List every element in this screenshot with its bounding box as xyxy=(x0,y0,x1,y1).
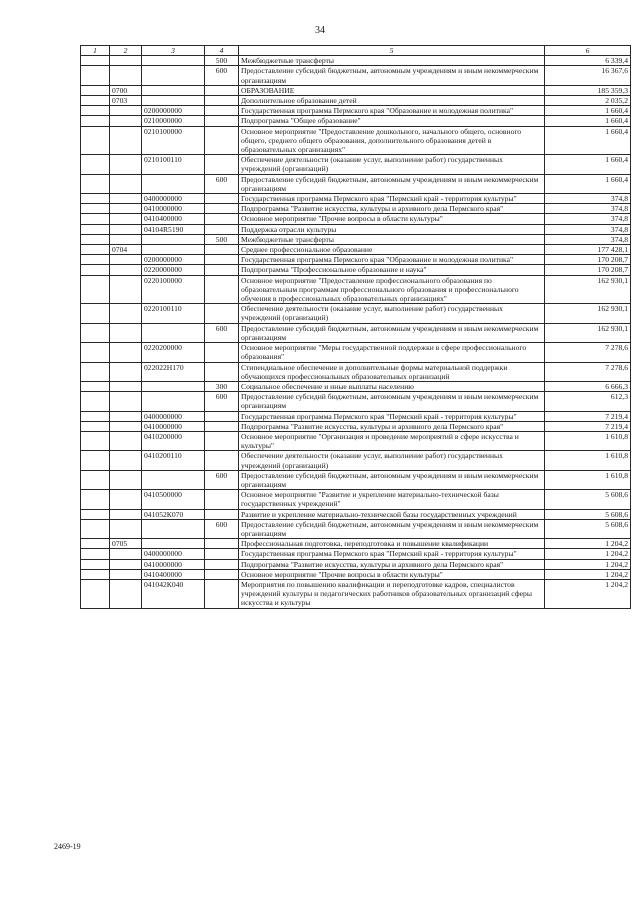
amount-cell: 1 204,2 xyxy=(545,579,631,608)
table-row xyxy=(81,224,631,234)
description-cell: Основное мероприятие "Развитие и укрепление материально-технической базы государственных учреждений" xyxy=(239,490,545,509)
target-article-cell: 0410000000 xyxy=(142,421,205,431)
section-code-cell xyxy=(110,323,142,342)
description-cell: Предоставление субсидий бюджетным, автономным учреждениям и иным некоммерческим организациям xyxy=(239,323,545,342)
section-code-cell xyxy=(110,66,142,85)
section-code-cell xyxy=(110,204,142,214)
expense-type-cell xyxy=(205,549,239,559)
row-number-cell xyxy=(81,362,110,381)
row-number-cell xyxy=(81,411,110,421)
row-number-cell xyxy=(81,224,110,234)
table-row xyxy=(81,245,631,255)
expense-type-cell xyxy=(205,569,239,579)
row-number-cell xyxy=(81,509,110,519)
table-row xyxy=(81,421,631,431)
header-cell: 3 xyxy=(142,46,205,56)
row-number-cell xyxy=(81,421,110,431)
target-article-cell: 0220100000 xyxy=(142,275,205,304)
expense-type-cell: 300 xyxy=(205,381,239,391)
expense-type-cell xyxy=(205,421,239,431)
amount-cell: 1 660,4 xyxy=(545,126,631,155)
description-cell: Предоставление субсидий бюджетным, автономным учреждениям и иным некоммерческим организациям xyxy=(239,174,545,193)
description-cell: Предоставление субсидий бюджетным, автономным учреждениям и иным некоммерческим организациям xyxy=(239,392,545,411)
row-number-cell xyxy=(81,549,110,559)
amount-cell: 2 035,2 xyxy=(545,96,631,106)
description-cell: Мероприятия по повышению квалификации и переподготовке кадров, специалистов учреждений культуры и педагогических работников образовательных организаций сферы искусства и культуры xyxy=(239,579,545,608)
target-article-cell: 0210000000 xyxy=(142,116,205,126)
section-code-cell xyxy=(110,381,142,391)
section-code-cell xyxy=(110,559,142,569)
amount-cell: 6 666,3 xyxy=(545,381,631,391)
expense-type-cell: 500 xyxy=(205,234,239,244)
header-cell: 1 xyxy=(81,46,110,56)
row-number-cell xyxy=(81,56,110,66)
amount-cell: 7 278,6 xyxy=(545,362,631,381)
expense-type-cell: 600 xyxy=(205,519,239,538)
section-code-cell: 0704 xyxy=(110,245,142,255)
amount-cell: 170 208,7 xyxy=(545,265,631,275)
expense-type-cell xyxy=(205,343,239,362)
header-cell: 2 xyxy=(110,46,142,56)
description-cell: Профессиональная подготовка, переподготовка и повышение квалификации xyxy=(239,539,545,549)
amount-cell: 1 660,4 xyxy=(545,155,631,174)
section-code-cell xyxy=(110,569,142,579)
target-article-cell: 0400000000 xyxy=(142,411,205,421)
section-code-cell xyxy=(110,549,142,559)
description-cell: Подпрограмма "Развитие искусства, культуры и архивного дела Пермского края" xyxy=(239,421,545,431)
row-number-cell xyxy=(81,116,110,126)
section-code-cell xyxy=(110,421,142,431)
page-number: 34 xyxy=(315,25,325,36)
row-number-cell xyxy=(81,579,110,608)
table-header-row xyxy=(81,46,631,56)
table-row xyxy=(81,509,631,519)
document-code: 2469-19 xyxy=(54,842,81,851)
description-cell: Основное мероприятие "Прочие вопросы в области культуры" xyxy=(239,569,545,579)
target-article-cell xyxy=(142,96,205,106)
target-article-cell xyxy=(142,519,205,538)
target-article-cell xyxy=(142,392,205,411)
target-article-cell: 0400000000 xyxy=(142,549,205,559)
expense-type-cell xyxy=(205,106,239,116)
amount-cell: 374,8 xyxy=(545,234,631,244)
expense-type-cell xyxy=(205,559,239,569)
header-cell: 6 xyxy=(545,46,631,56)
amount-cell: 5 608,6 xyxy=(545,519,631,538)
target-article-cell: 0400000000 xyxy=(142,194,205,204)
description-cell: Стипендиальное обеспечение и дополнительные формы материальной поддержки обучающихся профессиональных образовательных организаций xyxy=(239,362,545,381)
section-code-cell xyxy=(110,234,142,244)
target-article-cell: 0410200000 xyxy=(142,431,205,450)
row-number-cell xyxy=(81,304,110,323)
table-row xyxy=(81,490,631,509)
description-cell: Обеспечение деятельности (оказание услуг, выполнение работ) государственных учреждений (организаций) xyxy=(239,304,545,323)
target-article-cell xyxy=(142,56,205,66)
row-number-cell xyxy=(81,214,110,224)
row-number-cell xyxy=(81,85,110,95)
amount-cell: 5 608,6 xyxy=(545,490,631,509)
header-cell: 5 xyxy=(239,46,545,56)
description-cell: Государственная программа Пермского края "Образование и молодежная политика" xyxy=(239,255,545,265)
target-article-cell: 0210100110 xyxy=(142,155,205,174)
description-cell: Подпрограмма "Общее образование" xyxy=(239,116,545,126)
table-row xyxy=(81,234,631,244)
description-cell: Предоставление субсидий бюджетным, автономным учреждениям и иным некоммерческим организациям xyxy=(239,470,545,489)
expense-type-cell xyxy=(205,579,239,608)
row-number-cell xyxy=(81,204,110,214)
section-code-cell xyxy=(110,116,142,126)
table-row xyxy=(81,265,631,275)
table-row xyxy=(81,431,631,450)
amount-cell: 1 660,4 xyxy=(545,116,631,126)
section-code-cell: 0705 xyxy=(110,539,142,549)
amount-cell: 612,3 xyxy=(545,392,631,411)
target-article-cell: 0410000000 xyxy=(142,204,205,214)
row-number-cell xyxy=(81,126,110,155)
description-cell: Межбюджетные трансферты xyxy=(239,234,545,244)
budget-table xyxy=(80,45,631,609)
target-article-cell: 041052К070 xyxy=(142,509,205,519)
description-cell: Основное мероприятие "Прочие вопросы в области культуры" xyxy=(239,214,545,224)
table-row xyxy=(81,343,631,362)
expense-type-cell xyxy=(205,255,239,265)
section-code-cell xyxy=(110,392,142,411)
section-code-cell: 0703 xyxy=(110,96,142,106)
section-code-cell: 0700 xyxy=(110,85,142,95)
amount-cell: 162 930,1 xyxy=(545,323,631,342)
target-article-cell: 0200000000 xyxy=(142,255,205,265)
table-row xyxy=(81,579,631,608)
description-cell: Обеспечение деятельности (оказание услуг, выполнение работ) государственных учреждений (организаций) xyxy=(239,451,545,470)
amount-cell: 1 610,8 xyxy=(545,451,631,470)
table-row xyxy=(81,56,631,66)
expense-type-cell xyxy=(205,539,239,549)
amount-cell: 177 428,1 xyxy=(545,245,631,255)
amount-cell: 6 339,4 xyxy=(545,56,631,66)
table-row xyxy=(81,275,631,304)
description-cell: Межбюджетные трансферты xyxy=(239,56,545,66)
row-number-cell xyxy=(81,381,110,391)
amount-cell: 185 359,3 xyxy=(545,85,631,95)
description-cell: ОБРАЗОВАНИЕ xyxy=(239,85,545,95)
table-row xyxy=(81,204,631,214)
target-article-cell xyxy=(142,85,205,95)
expense-type-cell xyxy=(205,155,239,174)
description-cell: Предоставление субсидий бюджетным, автономным учреждениям и иным некоммерческим организациям xyxy=(239,66,545,85)
expense-type-cell xyxy=(205,96,239,106)
amount-cell: 1 204,2 xyxy=(545,559,631,569)
amount-cell: 7 219,4 xyxy=(545,411,631,421)
description-cell: Основное мероприятие "Предоставление дошкольного, начального общего, основного общего, среднего общего образования, дополнительного образования детей в образовательных организациях" xyxy=(239,126,545,155)
expense-type-cell: 600 xyxy=(205,66,239,85)
table-row xyxy=(81,96,631,106)
description-cell: Дополнительное образование детей xyxy=(239,96,545,106)
description-cell: Государственная программа Пермского края "Образование и молодежная политика" xyxy=(239,106,545,116)
expense-type-cell xyxy=(205,116,239,126)
table-row xyxy=(81,549,631,559)
row-number-cell xyxy=(81,343,110,362)
target-article-cell: 04104R5190 xyxy=(142,224,205,234)
section-code-cell xyxy=(110,174,142,193)
section-code-cell xyxy=(110,470,142,489)
table-row xyxy=(81,323,631,342)
table-row xyxy=(81,194,631,204)
table-row xyxy=(81,451,631,470)
table-row xyxy=(81,470,631,489)
section-code-cell xyxy=(110,56,142,66)
amount-cell: 162 930,1 xyxy=(545,304,631,323)
section-code-cell xyxy=(110,304,142,323)
description-cell: Подпрограмма "Профессиональное образование и наука" xyxy=(239,265,545,275)
section-code-cell xyxy=(110,509,142,519)
table-row xyxy=(81,116,631,126)
expense-type-cell xyxy=(205,275,239,304)
amount-cell: 170 208,7 xyxy=(545,255,631,265)
description-cell: Обеспечение деятельности (оказание услуг, выполнение работ) государственных учреждений (организаций) xyxy=(239,155,545,174)
description-cell: Государственная программа Пермского края "Пермский край - территория культуры" xyxy=(239,194,545,204)
amount-cell: 1 610,8 xyxy=(545,431,631,450)
row-number-cell xyxy=(81,174,110,193)
section-code-cell xyxy=(110,490,142,509)
amount-cell: 1 204,2 xyxy=(545,569,631,579)
section-code-cell xyxy=(110,411,142,421)
table-row xyxy=(81,381,631,391)
budget-table-body xyxy=(81,46,631,609)
table-row xyxy=(81,126,631,155)
section-code-cell xyxy=(110,451,142,470)
expense-type-cell xyxy=(205,265,239,275)
description-cell: Основное мероприятие "Меры государственной поддержки в сфере профессионального образования" xyxy=(239,343,545,362)
expense-type-cell xyxy=(205,85,239,95)
section-code-cell xyxy=(110,519,142,538)
description-cell: Основное мероприятие "Предоставление профессионального образования по образовательным программам профессионального образования и профессионального обучения в профессиональных образовательных организациях" xyxy=(239,275,545,304)
amount-cell: 374,8 xyxy=(545,214,631,224)
row-number-cell xyxy=(81,323,110,342)
row-number-cell xyxy=(81,392,110,411)
table-row xyxy=(81,174,631,193)
table-row xyxy=(81,392,631,411)
amount-cell: 7 219,4 xyxy=(545,421,631,431)
expense-type-cell: 600 xyxy=(205,392,239,411)
row-number-cell xyxy=(81,265,110,275)
expense-type-cell xyxy=(205,362,239,381)
expense-type-cell xyxy=(205,304,239,323)
section-code-cell xyxy=(110,431,142,450)
table-row xyxy=(81,411,631,421)
expense-type-cell: 600 xyxy=(205,470,239,489)
expense-type-cell xyxy=(205,224,239,234)
amount-cell: 1 204,2 xyxy=(545,539,631,549)
section-code-cell xyxy=(110,275,142,304)
target-article-cell: 0220100110 xyxy=(142,304,205,323)
section-code-cell xyxy=(110,255,142,265)
row-number-cell xyxy=(81,559,110,569)
target-article-cell: 0220200000 xyxy=(142,343,205,362)
amount-cell: 374,8 xyxy=(545,204,631,214)
section-code-cell xyxy=(110,343,142,362)
table-row xyxy=(81,106,631,116)
expense-type-cell xyxy=(205,214,239,224)
target-article-cell: 0200000000 xyxy=(142,106,205,116)
table-row xyxy=(81,362,631,381)
section-code-cell xyxy=(110,106,142,116)
expense-type-cell xyxy=(205,204,239,214)
target-article-cell xyxy=(142,174,205,193)
table-row xyxy=(81,519,631,538)
description-cell: Подпрограмма "Развитие искусства, культуры и архивного дела Пермского края" xyxy=(239,559,545,569)
expense-type-cell: 600 xyxy=(205,323,239,342)
section-code-cell xyxy=(110,265,142,275)
amount-cell: 1 660,4 xyxy=(545,174,631,193)
description-cell: Поддержка отрасли культуры xyxy=(239,224,545,234)
expense-type-cell xyxy=(205,411,239,421)
target-article-cell xyxy=(142,539,205,549)
target-article-cell: 0410000000 xyxy=(142,559,205,569)
expense-type-cell xyxy=(205,194,239,204)
section-code-cell xyxy=(110,126,142,155)
amount-cell: 374,8 xyxy=(545,194,631,204)
row-number-cell xyxy=(81,96,110,106)
expense-type-cell xyxy=(205,245,239,255)
amount-cell: 1 204,2 xyxy=(545,549,631,559)
description-cell: Развитие и укрепление материально-технической базы государственных учреждений xyxy=(239,509,545,519)
expense-type-cell: 600 xyxy=(205,174,239,193)
section-code-cell xyxy=(110,362,142,381)
description-cell: Основное мероприятие "Организация и проведение мероприятий в сфере искусства и культуры" xyxy=(239,431,545,450)
target-article-cell: 0410400000 xyxy=(142,569,205,579)
header-cell: 4 xyxy=(205,46,239,56)
row-number-cell xyxy=(81,194,110,204)
table-row xyxy=(81,214,631,224)
target-article-cell xyxy=(142,381,205,391)
expense-type-cell xyxy=(205,509,239,519)
target-article-cell: 0220000000 xyxy=(142,265,205,275)
row-number-cell xyxy=(81,539,110,549)
section-code-cell xyxy=(110,579,142,608)
row-number-cell xyxy=(81,431,110,450)
table-row xyxy=(81,85,631,95)
description-cell: Подпрограмма "Развитие искусства, культуры и архивного дела Пермского края" xyxy=(239,204,545,214)
amount-cell: 16 367,6 xyxy=(545,66,631,85)
row-number-cell xyxy=(81,106,110,116)
row-number-cell xyxy=(81,490,110,509)
table-row xyxy=(81,66,631,85)
target-article-cell xyxy=(142,245,205,255)
amount-cell: 1 660,4 xyxy=(545,106,631,116)
description-cell: Государственная программа Пермского края "Пермский край - территория культуры" xyxy=(239,549,545,559)
target-article-cell xyxy=(142,66,205,85)
target-article-cell: 022022Н170 xyxy=(142,362,205,381)
description-cell: Социальное обеспечение и иные выплаты населению xyxy=(239,381,545,391)
amount-cell: 162 930,1 xyxy=(545,275,631,304)
target-article-cell xyxy=(142,323,205,342)
table-row xyxy=(81,255,631,265)
amount-cell: 5 608,6 xyxy=(545,509,631,519)
table-row xyxy=(81,304,631,323)
description-cell: Предоставление субсидий бюджетным, автономным учреждениям и иным некоммерческим организациям xyxy=(239,519,545,538)
row-number-cell xyxy=(81,470,110,489)
row-number-cell xyxy=(81,275,110,304)
target-article-cell xyxy=(142,234,205,244)
section-code-cell xyxy=(110,224,142,234)
target-article-cell xyxy=(142,470,205,489)
row-number-cell xyxy=(81,519,110,538)
expense-type-cell xyxy=(205,431,239,450)
target-article-cell: 0210100000 xyxy=(142,126,205,155)
section-code-cell xyxy=(110,214,142,224)
amount-cell: 1 610,8 xyxy=(545,470,631,489)
target-article-cell: 0410200110 xyxy=(142,451,205,470)
expense-type-cell: 500 xyxy=(205,56,239,66)
table-row xyxy=(81,539,631,549)
description-cell: Среднее профессиональное образование xyxy=(239,245,545,255)
table-row xyxy=(81,569,631,579)
row-number-cell xyxy=(81,66,110,85)
expense-type-cell xyxy=(205,126,239,155)
target-article-cell: 0410400000 xyxy=(142,214,205,224)
section-code-cell xyxy=(110,155,142,174)
row-number-cell xyxy=(81,234,110,244)
expense-type-cell xyxy=(205,451,239,470)
table-row xyxy=(81,155,631,174)
table-row xyxy=(81,559,631,569)
section-code-cell xyxy=(110,194,142,204)
target-article-cell: 041042К040 xyxy=(142,579,205,608)
amount-cell: 7 278,6 xyxy=(545,343,631,362)
row-number-cell xyxy=(81,569,110,579)
expense-type-cell xyxy=(205,490,239,509)
row-number-cell xyxy=(81,451,110,470)
row-number-cell xyxy=(81,255,110,265)
target-article-cell: 0410500000 xyxy=(142,490,205,509)
description-cell: Государственная программа Пермского края "Пермский край - территория культуры" xyxy=(239,411,545,421)
row-number-cell xyxy=(81,245,110,255)
amount-cell: 374,8 xyxy=(545,224,631,234)
row-number-cell xyxy=(81,155,110,174)
